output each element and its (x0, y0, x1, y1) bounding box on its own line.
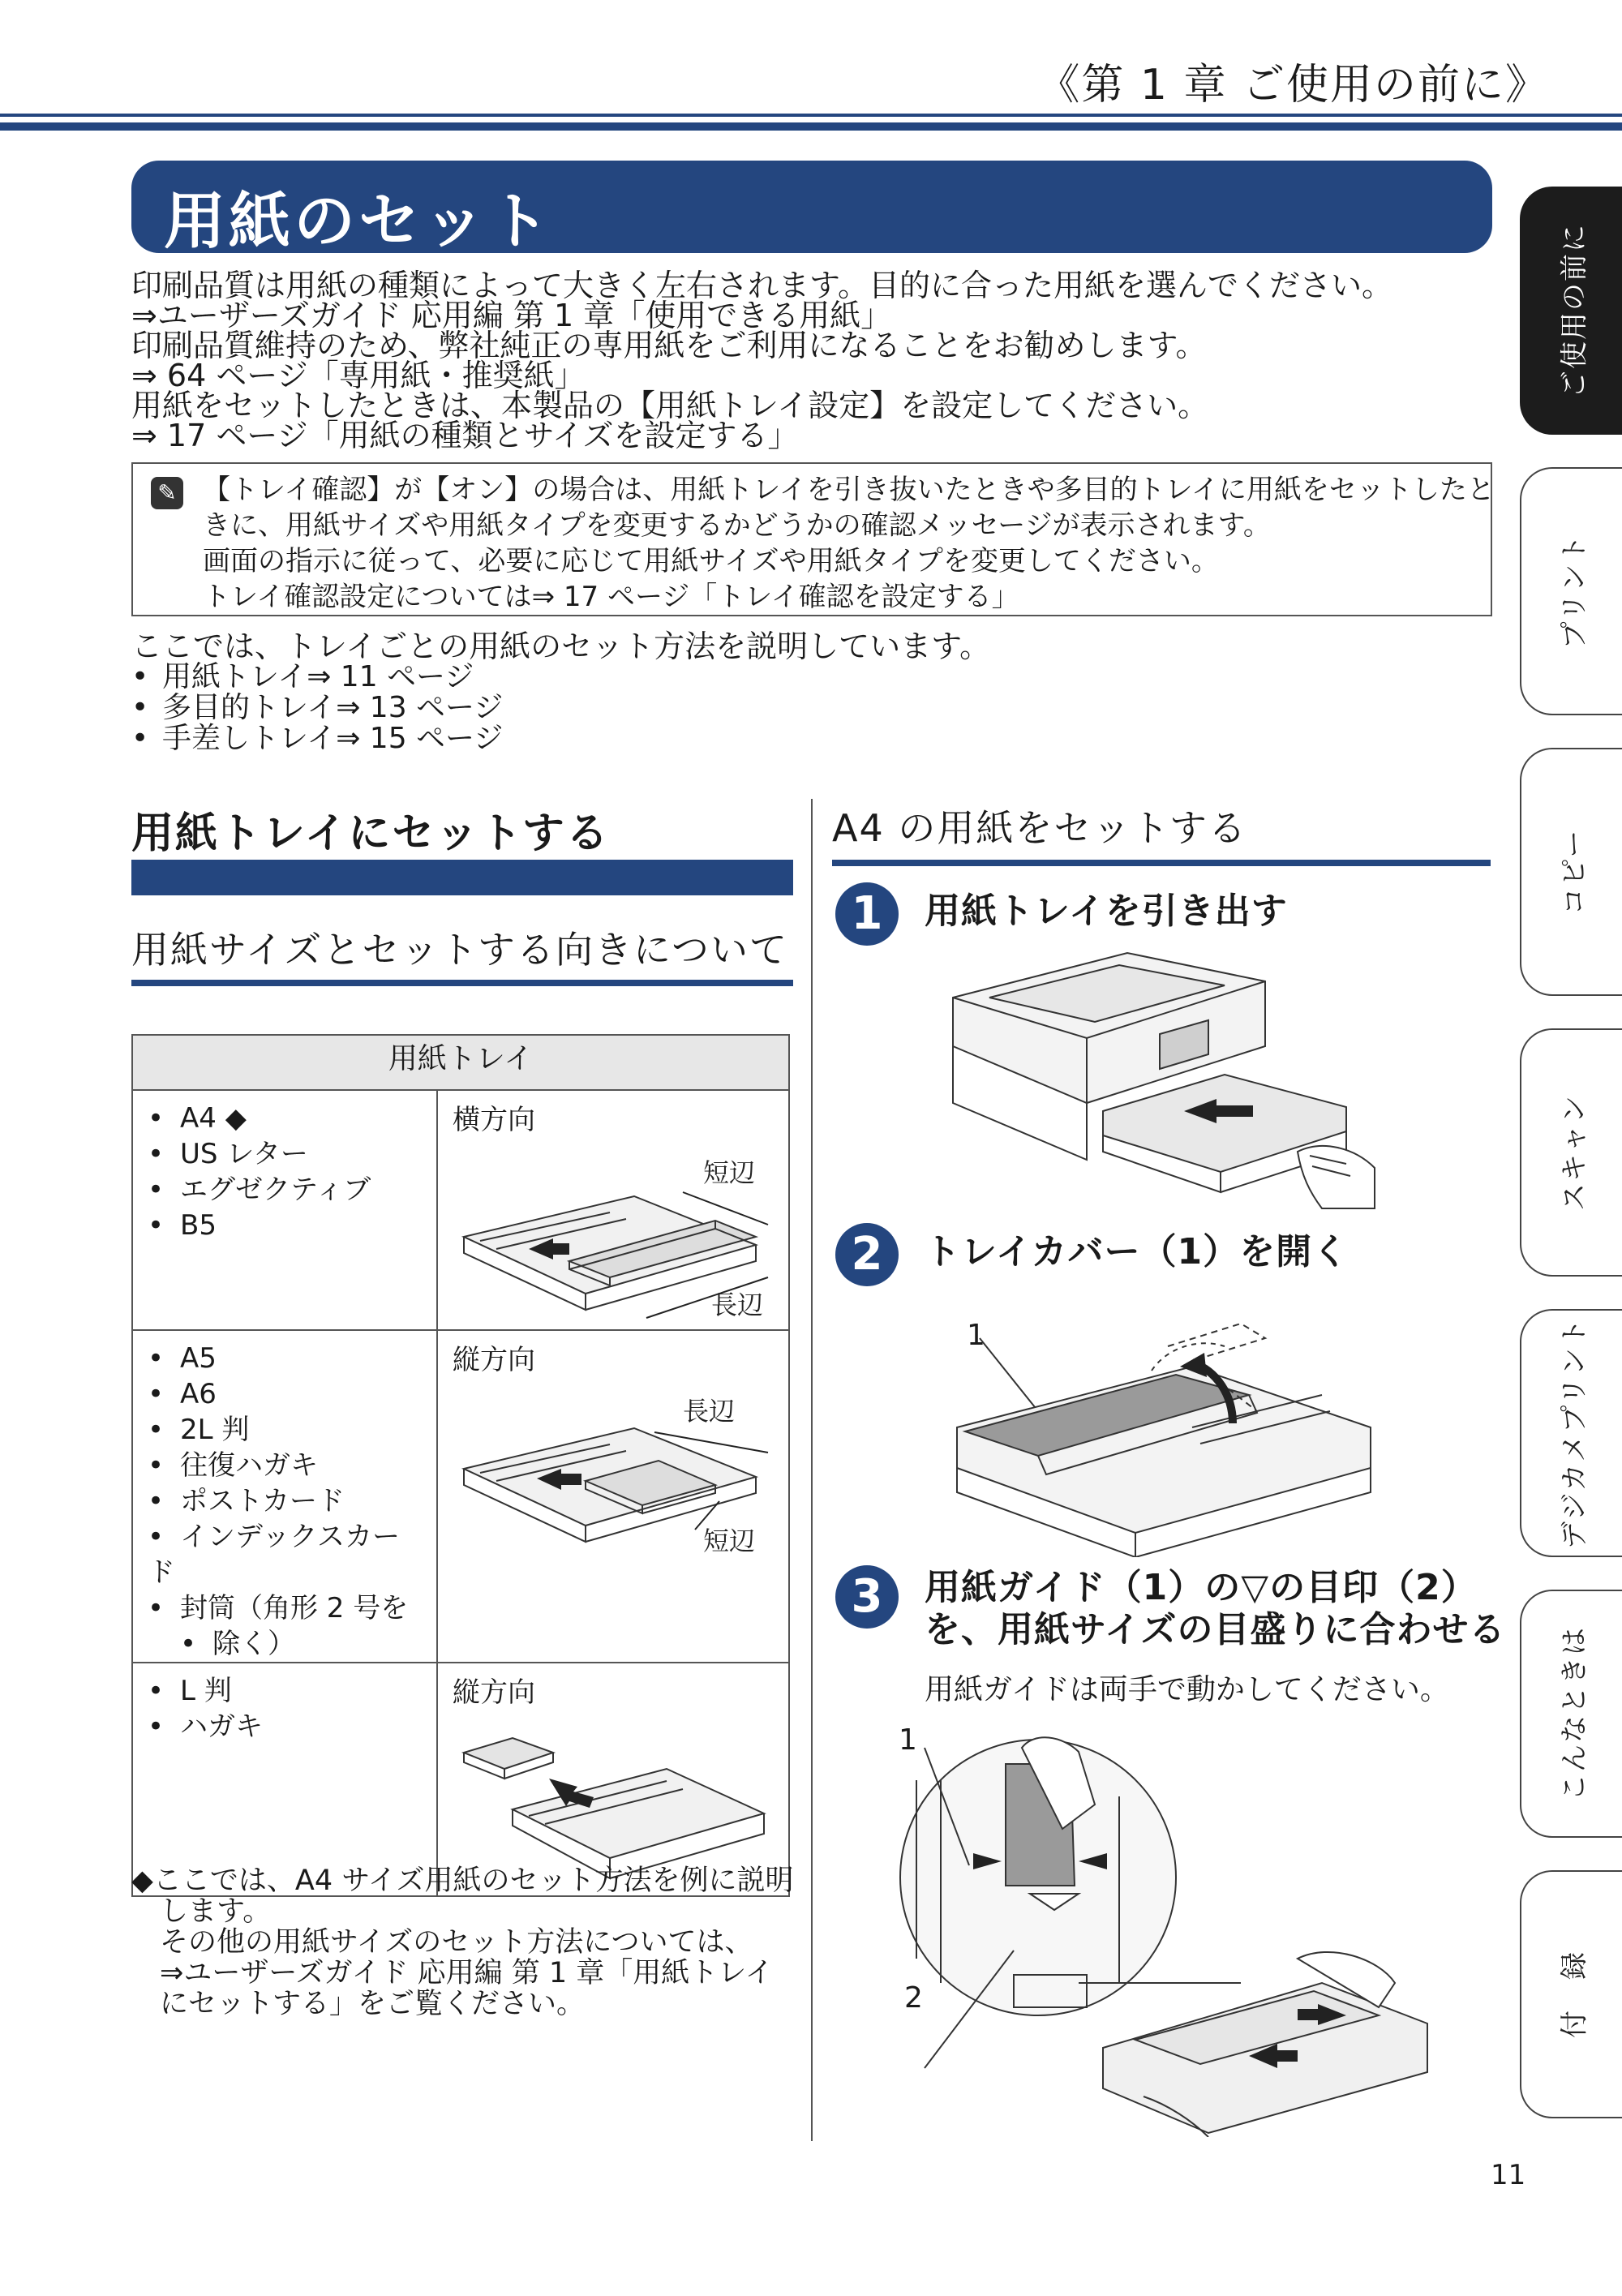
tab-before-use[interactable] (1520, 187, 1622, 435)
step-2-number: 2 (835, 1223, 899, 1286)
tab-label: こんなときは (1558, 1626, 1591, 1801)
tab-photo-print[interactable] (1520, 1309, 1622, 1557)
footnote-line: にセットする」をご覧ください。 (131, 1988, 585, 2020)
size-item-continued: • 除く） (148, 1626, 427, 1662)
paper-size-table (131, 1034, 790, 1897)
table-row (132, 1330, 789, 1663)
footnote-line: その他の用紙サイズのセット方法については、 (131, 1926, 753, 1959)
tab-print[interactable] (1520, 467, 1622, 715)
tray-portrait-illustration (448, 1388, 772, 1566)
note-line: 【トレイ確認】が【オン】の場合は、用紙トレイを引き抜いたときや多目的トレイに用紙をセットしたと (203, 474, 1495, 506)
size-item: • エグゼクティブ (148, 1172, 427, 1208)
size-item: • A6 (148, 1376, 427, 1412)
intro-line: 用紙をセットしたときは、本製品の【用紙トレイ設定】を設定してください。 (131, 388, 1209, 423)
note-box (131, 462, 1495, 616)
section-title: 用紙トレイにセットする (131, 809, 610, 858)
step-1-number: 1 (835, 882, 899, 946)
tray-list (131, 662, 503, 754)
tab-label: コピー (1558, 828, 1591, 916)
intro-line: 印刷品質は用紙の種類によって大きく左右されます。目的に合った用紙を選んでください。 (131, 268, 1392, 303)
intro-link[interactable]: ⇒ 64 ページ「専用紙・推奨紙」 (131, 358, 586, 393)
table-row (132, 1090, 789, 1330)
page-title-bar (131, 161, 1492, 257)
size-item: • L 判 (148, 1673, 427, 1709)
table-header: 用紙トレイ (132, 1035, 789, 1090)
tray-cover-callout: 1 (967, 1319, 985, 1352)
table-row (132, 1663, 789, 1896)
size-item: • A5 (148, 1341, 427, 1376)
long-edge-label: 長辺 (683, 1396, 736, 1427)
step-3-title (925, 1567, 1505, 1651)
procedure-rule (832, 860, 1491, 866)
size-item: • 封筒（角形 2 号を (148, 1590, 427, 1626)
step-3-title-line: 用紙ガイド（1）の▽の目印（2） (925, 1567, 1478, 1608)
size-item: • 2L 判 (148, 1412, 427, 1448)
sub-title: 用紙サイズとセットする向きについて (131, 928, 789, 972)
note-link[interactable]: トレイ確認設定については⇒ 17 ページ「トレイ確認を設定する」 (203, 581, 1019, 613)
intro-line: 印刷品質維持のため、弊社純正の専用紙をご利用になることをお勧めします。 (131, 328, 1207, 363)
pull-out-tray-illustration (941, 949, 1379, 1217)
size-item: • A4 ◆ (148, 1101, 427, 1136)
page-title: 用紙のセット (164, 185, 553, 257)
tab-label: 付 録 (1558, 1951, 1591, 2038)
size-item: • B5 (148, 1208, 427, 1243)
header-rule-thin (0, 114, 1622, 117)
tab-label: スキャン (1558, 1094, 1591, 1211)
open-tray-cover-illustration (949, 1290, 1387, 1557)
footnote-line: ◆ここでは、A4 サイズ用紙のセット方法を例に説明 (131, 1865, 794, 1897)
step-3-title-line: を、用紙サイズの目盛りに合わせる (925, 1609, 1506, 1650)
tab-troubleshooting[interactable] (1520, 1590, 1622, 1838)
size-item: • 往復ハガキ (148, 1448, 427, 1483)
step-3-description: 用紙ガイドは両手で動かしてください。 (925, 1673, 1449, 1706)
procedure-title: A4 の用紙をセットする (832, 806, 1247, 850)
section-bar (131, 860, 793, 895)
guide-callout: 1 (899, 1723, 917, 1757)
footnote-line: します。 (131, 1895, 272, 1928)
column-divider (811, 799, 813, 2141)
step-2-title: トレイカバー（1）を開く (925, 1231, 1350, 1272)
note-pencil-icon: ✎ (151, 477, 183, 509)
list-item[interactable]: • 用紙トレイ⇒ 11 ページ (131, 662, 503, 693)
step-1-title: 用紙トレイを引き出す (925, 891, 1288, 932)
size-item: • ポストカード (148, 1483, 427, 1519)
intro-link[interactable]: ⇒ 17 ページ「用紙の種類とサイズを設定する」 (131, 418, 799, 453)
orientation-label: 縦方向 (453, 1344, 535, 1376)
note-line: 画面の指示に従って、必要に応じて用紙サイズや用紙タイプを変更してください。 (203, 545, 1219, 577)
short-edge-label: 短辺 (703, 1526, 756, 1556)
size-item: • インデックスカード (148, 1519, 427, 1590)
tab-label: プリント (1558, 533, 1591, 650)
short-edge-label: 短辺 (703, 1157, 756, 1188)
chapter-heading: 《第 1 章 ご使用の前に》 (1037, 61, 1549, 109)
lead-text: ここでは、トレイごとの用紙のセット方法を説明しています。 (131, 629, 991, 664)
size-item: • US レター (148, 1136, 427, 1172)
intro-text (131, 268, 1392, 453)
page-number: 11 (1491, 2159, 1526, 2191)
paper-guide-illustration (892, 1715, 1444, 2137)
orientation-label: 縦方向 (453, 1676, 535, 1709)
list-item[interactable]: • 多目的トレイ⇒ 13 ページ (131, 693, 503, 723)
tray-landscape-illustration (448, 1148, 772, 1326)
tab-label: デジカメプリント (1558, 1317, 1591, 1549)
size-item: • ハガキ (148, 1709, 427, 1745)
mark-callout: 2 (904, 1981, 923, 2015)
sub-title-rule (131, 980, 793, 986)
note-line: きに、用紙サイズや用紙タイプを変更するかどうかの確認メッセージが表示されます。 (203, 509, 1271, 542)
header-rule-thick (0, 122, 1622, 131)
footnote (131, 1865, 793, 2019)
intro-link[interactable]: ⇒ユーザーズガイド 応用編 第 1 章「使用できる用紙」 (131, 298, 892, 333)
tab-label: ご使用の前に (1558, 223, 1591, 398)
tab-appendix[interactable] (1520, 1870, 1622, 2118)
list-item[interactable]: • 手差しトレイ⇒ 15 ページ (131, 723, 503, 754)
footnote-link[interactable]: ⇒ユーザーズガイド 応用編 第 1 章「用紙トレイ (131, 1957, 774, 1989)
tab-scan[interactable] (1520, 1028, 1622, 1277)
orientation-label: 横方向 (453, 1104, 535, 1136)
step-3-number: 3 (835, 1565, 899, 1629)
tab-copy[interactable] (1520, 748, 1622, 996)
long-edge-label: 長辺 (711, 1290, 764, 1320)
